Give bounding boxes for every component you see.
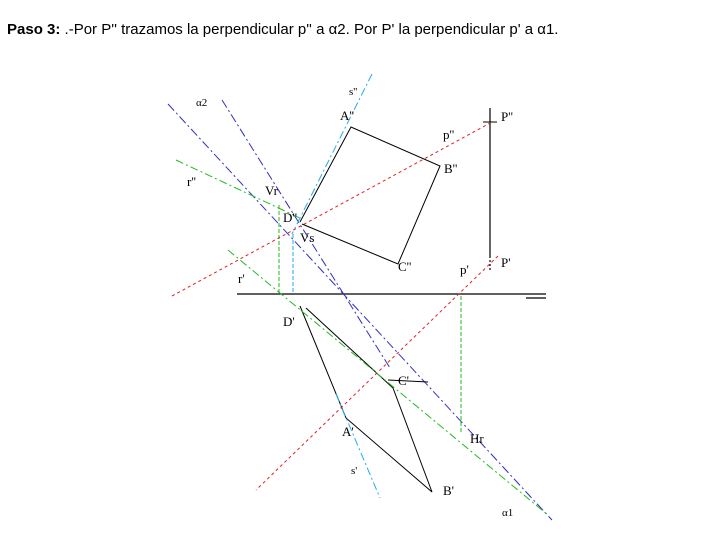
- p1-perpendicular: [256, 256, 498, 490]
- label-alpha1: α1: [502, 507, 514, 519]
- r1-projection: [228, 250, 548, 515]
- label-B1: B': [443, 483, 455, 498]
- step-description: .-Por P'' trazamos la perpendicular p'' a α2. Por P' la perpendicular p' a α1.: [60, 21, 559, 38]
- label-s2: s'': [349, 86, 358, 98]
- label-r2: r'': [187, 174, 197, 189]
- label-P2: P'': [501, 109, 513, 124]
- label-D1: D': [283, 314, 295, 329]
- line-p: [172, 122, 498, 490]
- plane-alpha-traces: [168, 100, 552, 520]
- label-Vs: Vs: [300, 230, 315, 245]
- alpha1-trace: [168, 104, 552, 520]
- label-Hr: Hr: [470, 431, 484, 446]
- label-B2: B'': [444, 161, 458, 176]
- step-number: Paso 3:: [7, 21, 61, 38]
- label-A2: A'': [340, 108, 355, 123]
- s1-projection: [336, 394, 380, 498]
- line-s: [292, 74, 380, 498]
- label-C2: C'': [398, 259, 412, 274]
- label-p1: p': [460, 262, 469, 277]
- figure-lines: [300, 127, 440, 492]
- label-alpha2: α2: [196, 97, 208, 109]
- label-C1: C': [398, 373, 410, 388]
- label-s1: s': [351, 465, 358, 477]
- s2-projection: [292, 74, 372, 234]
- label-Vr: Vr: [265, 183, 278, 198]
- label-D2: D'': [283, 210, 298, 225]
- label-P1: P': [501, 255, 511, 270]
- label-r1: r': [238, 271, 245, 286]
- figure-vertical-projection: [300, 127, 440, 264]
- p-vertical: [483, 108, 497, 270]
- line-r: [176, 160, 548, 515]
- label-p2: p'': [443, 127, 455, 142]
- label-A1: A': [342, 424, 354, 439]
- p2-perpendicular: [172, 122, 492, 296]
